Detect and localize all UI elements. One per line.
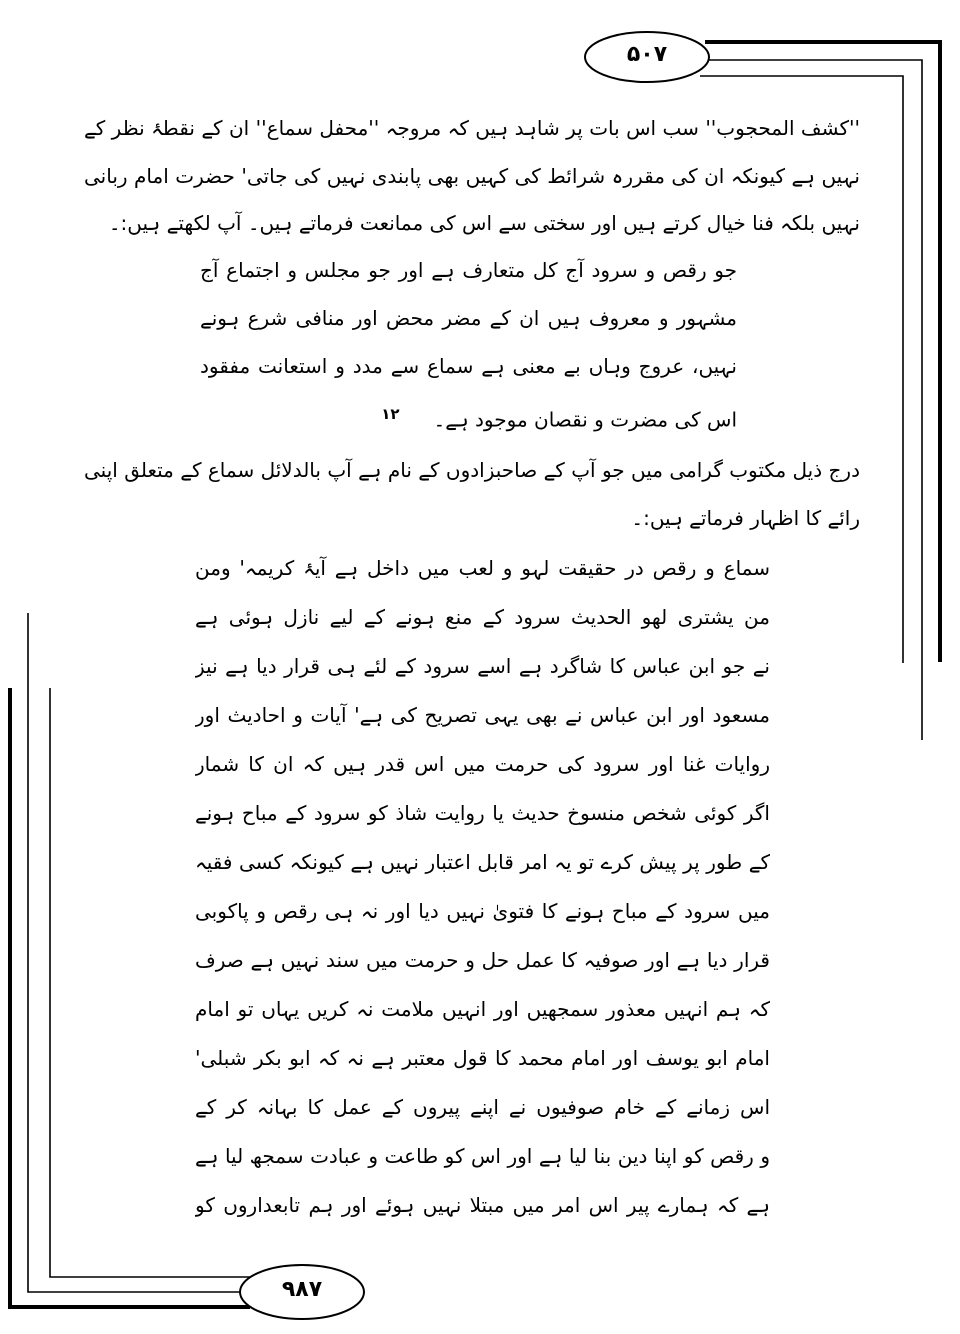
quote-line-text: اس کی مضرت و نقصان موجود ہے۔ [433, 407, 737, 432]
top-page-number: ۵۰۷ [626, 42, 668, 67]
quote-line: کہ ہم انہیں معذور سمجھیں اور انہیں ملامت نہ کریں یہاں تو امام [195, 997, 770, 1021]
quote-line: امام ابو یوسف اور امام محمد کا قول معتبر ہے نہ کہ ابو بکر شبلی' [195, 1046, 770, 1070]
text-line: رائے کا اظہار فرماتے ہیں:۔ [631, 506, 860, 530]
quote-line: ہے کہ ہمارے پیر اس امر میں مبتلا نہیں ہوئے اور ہم تابعداروں کو [195, 1193, 770, 1217]
quote-line: نے جو ابن عباس کا شاگرد ہے اسے سرود کے لئے ہی قرار دیا ہے نیز [195, 654, 770, 678]
quote-line: جو رقص و سرود آج کل متعارف ہے اور جو مجلس و اجتماع آج [200, 258, 737, 282]
quote-line: نہیں، عروج وہاں بے معنی ہے سماع سے مدد و استعانت مفقود [200, 354, 737, 378]
text-line: درج ذیل مکتوب گرامی میں جو آپ کے صاحبزادوں کے نام ہے آپ بالدلائل سماع کے متعلق اپنی [84, 458, 860, 482]
footnote-marker: ۱۲ [381, 405, 400, 423]
text-line: ''کشف المحجوب'' سب اس بات پر شاہد ہیں کہ مروجہ ''محفل سماع'' ان کے نقطۂ نظر کے [84, 116, 860, 140]
quote-line: و رقص کو اپنا دین بنا لیا ہے اور اس کو طاعت و عبادت سمجھ لیا ہے [195, 1144, 770, 1168]
quote-line: میں سرود کے مباح ہونے کا فتویٰ نہیں دیا اور نہ ہی رقص و پاکوبی [195, 899, 770, 923]
text-line: نہیں بلکہ فنا خیال کرتے ہیں اور سختی سے اس کی ممانعت فرماتے ہیں۔ آپ لکھتے ہیں:۔ [108, 211, 860, 235]
quote-line: سماع و رقص در حقیقت لہو و لعب میں داخل ہے آیۂ کریمہ' ومن [195, 556, 770, 580]
text-line: نہیں ہے کیونکہ ان کی مقررہ شرائط کی کہیں بھی پابندی نہیں کی جاتی' حضرت امام ربانی [84, 164, 860, 188]
quote-line: روایات غنا اور سرود کی حرمت میں اس قدر ہیں کہ ان کا شمار [195, 752, 770, 776]
quote-line: قرار دیا ہے اور صوفیہ کا عمل حل و حرمت میں سند نہیں ہے صرف [195, 948, 770, 972]
quote-line: اگر کوئی شخص منسوخ حدیث یا روایت شاذ کو سرود کے مباح ہونے [195, 801, 770, 825]
quote-line: مسعود اور ابن عباس نے بھی یہی تصریح کی ہے' آیات و احادیث اور [195, 703, 770, 727]
quote-line: کے طور پر پیش کرے تو یہ امر قابل اعتبار نہیں ہے کیونکہ کسی فقیہ [195, 850, 770, 874]
quote-line: اس زمانے کے خام صوفیوں نے اپنے پیروں کے عمل کا بہانہ کر کے [195, 1095, 770, 1119]
quote-line: مشہور و معروف ہیں ان کے مضر محض اور منافی شرع ہونے [200, 306, 737, 330]
bottom-page-number: ۹۸۷ [281, 1277, 323, 1302]
quote-line: من یشتری لھو الحدیث سرود کے منع ہونے کے لیے نازل ہوئی ہے [195, 605, 770, 629]
quote-line [200, 394, 737, 434]
